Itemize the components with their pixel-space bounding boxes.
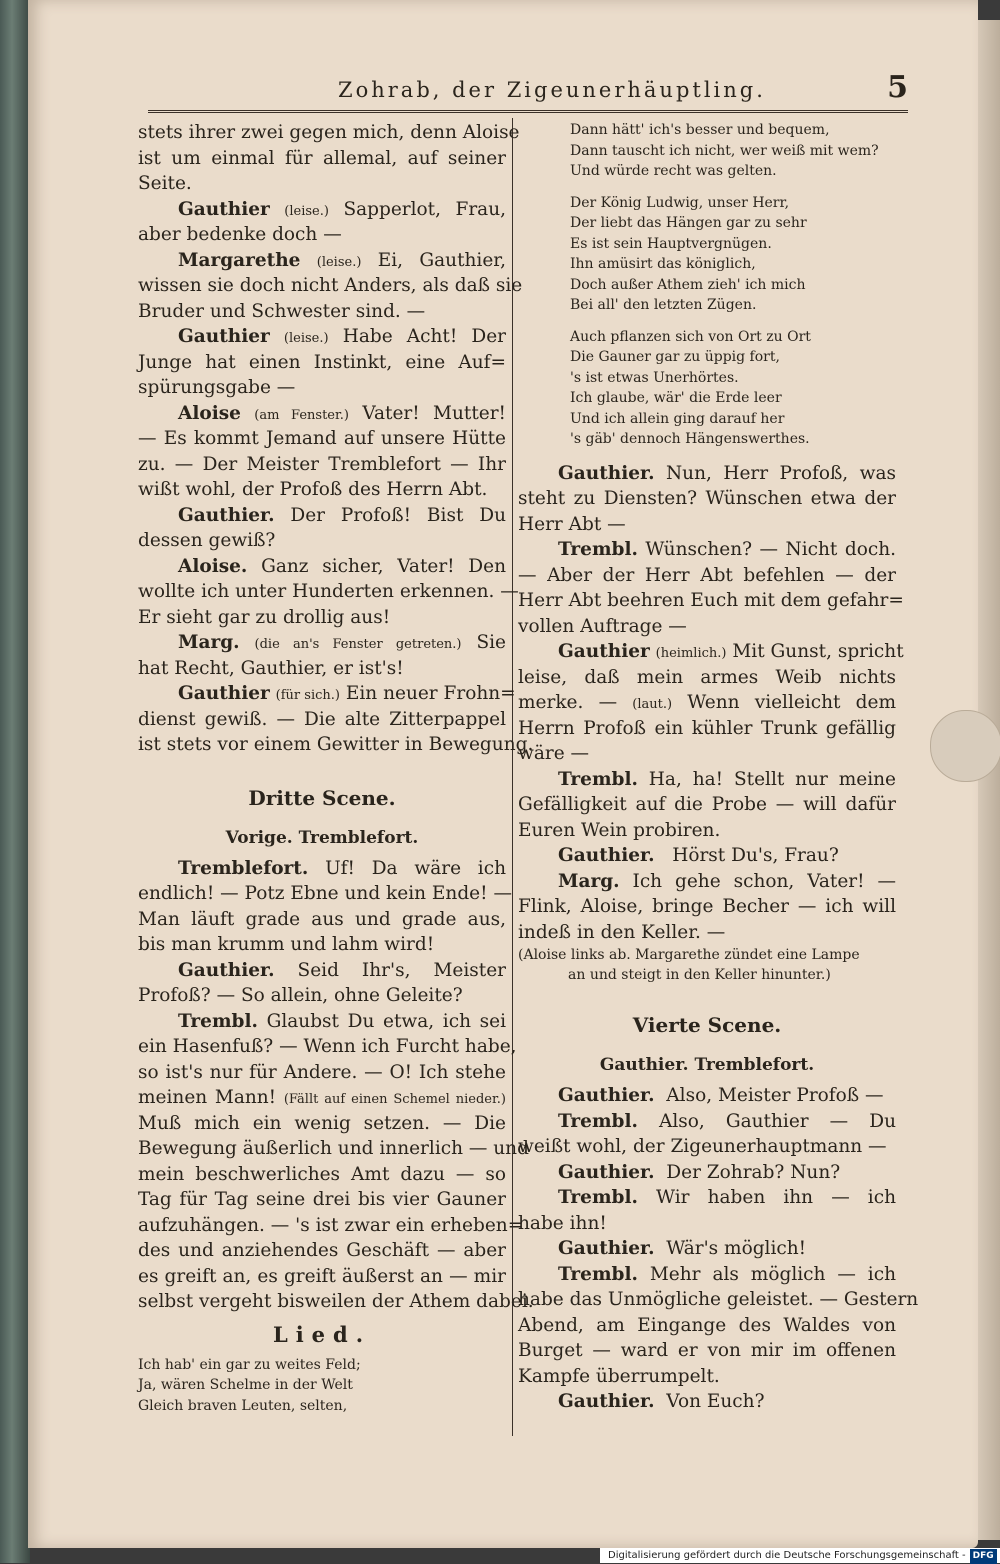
footer-text: Digitalisierung gefördert durch die Deutsche Forschungsgemeinschaft - [608, 1550, 966, 1561]
stage-direction-line: (Aloise links ab. Margarethe zündet eine Lampe [518, 947, 860, 963]
verse-line: Ich glaube, wär' die Erde leer [570, 390, 782, 406]
text-line: steht zu Diensten? Wünschen etwa der [518, 488, 896, 509]
verse-line: Es ist sein Hauptvergnügen. [570, 235, 772, 252]
speech-line [518, 1236, 896, 1262]
speaker-name: Marg. [558, 870, 620, 892]
verse-line: Gleich braven Leuten, selten, [138, 1397, 348, 1414]
speech-line [138, 554, 506, 580]
speaker-name: Gauthier. [558, 845, 655, 866]
speech-line [518, 537, 896, 563]
text-line: Gefälligkeit auf die Probe — will dafür [518, 794, 896, 815]
speech-line [138, 324, 506, 350]
text-line: Junge hat einen Instinkt, eine Auf= [138, 351, 506, 373]
text-line: Abend, am Eingange des Waldes von [518, 1314, 896, 1336]
text-line: des und anziehendes Geschäft — aber [138, 1240, 506, 1261]
text-line: selbst vergeht bisweilen der Athem dabei. [138, 1291, 534, 1312]
speech-text: Hörst Du's, Frau? [672, 845, 839, 866]
speech-line [518, 690, 896, 716]
text-line: zu. — Der Meister Tremblefort — Ihr [138, 453, 506, 475]
text-line: Bruder und Schwester sind. — [138, 300, 426, 322]
speech-text: Der Zohrab? Nun? [666, 1161, 841, 1183]
stage-direction: (laut.) [632, 697, 673, 712]
speech-line [138, 401, 506, 427]
speaker-name: Gauthier [178, 326, 270, 347]
speech-line [518, 1262, 896, 1288]
speech-line [138, 1085, 506, 1111]
text-line: vollen Auftrage — [518, 615, 687, 637]
speech-line [518, 639, 904, 665]
text-line: ist um einmal für allemal, auf seiner [138, 147, 506, 169]
speech-text: Also, Meister Profoß — [666, 1085, 884, 1106]
speech-text: Vater! Mutter! [362, 402, 506, 424]
speech-text: Ei, Gauthier, [377, 249, 506, 271]
speech-line [518, 1083, 896, 1109]
speaker-name: Gauthier. [558, 1085, 655, 1106]
text-line: leise, daß mein armes Weib nichts [518, 666, 896, 688]
verse-line: Bei all' den letzten Zügen. [570, 297, 757, 313]
text-line: — Aber der Herr Abt befehlen — der [518, 564, 896, 586]
speech-text: Habe Acht! Der [342, 326, 506, 347]
text-line: Seite. [138, 173, 192, 194]
speaker-name: Gauthier [178, 198, 270, 220]
speaker-name: Gauthier. [178, 959, 275, 981]
speech-text: Sapperlot, Frau, [343, 198, 506, 220]
speech-line [518, 869, 896, 895]
text-line: Er sieht gar zu drollig aus! [138, 606, 391, 628]
scene-persons: Gauthier. Tremblefort. [599, 1055, 815, 1075]
speaker-name: Margarethe [178, 249, 301, 271]
stage-direction: (leise.) [284, 203, 329, 219]
text-line: Tag für Tag seine drei bis vier Gauner [138, 1189, 506, 1210]
text-line: spürungsgabe — [138, 377, 296, 398]
verse-line: Ihn amüsirt das königlich, [570, 256, 756, 272]
speaker-name: Trembl. [558, 1263, 638, 1285]
verse-line: 's ist etwas Unerhörtes. [570, 369, 739, 386]
text-line: Man läuft grade aus und grade aus, [138, 908, 506, 930]
speech-text: Ha, ha! Stellt nur meine [648, 768, 896, 790]
column-divider [512, 118, 513, 1436]
speaker-name: Gauthier. [558, 1391, 655, 1412]
speaker-name: Trembl. [558, 768, 638, 790]
scene-persons: Vorige. Tremblefort. [225, 827, 419, 848]
bookmark-tab [930, 710, 1000, 782]
stage-direction: (leise.) [316, 254, 362, 270]
text-line: wissen sie doch nicht Anders, als daß sie [138, 275, 523, 296]
text-line: indeß in den Keller. — [518, 921, 726, 943]
stage-direction: (leise.) [283, 331, 329, 346]
speech-line [138, 958, 506, 984]
text-line: wollte ich unter Hunderten erkennen. — [138, 581, 519, 602]
left-column [138, 120, 534, 1416]
text-line: so ist's nur für Andere. — O! Ich stehe [138, 1061, 506, 1083]
text-line: habe das Unmögliche geleistet. — Gestern [518, 1289, 919, 1310]
speech-line [518, 1185, 896, 1211]
speech-text: Mit Gunst, spricht [732, 641, 904, 662]
digitization-footer [600, 1548, 1000, 1563]
text-line: Herr Abt beehren Euch mit dem gefahr= [518, 590, 904, 611]
speech-line [138, 248, 506, 274]
stage-direction: (Fällt auf einen Schemel nieder.) [283, 1092, 506, 1107]
book-spine [0, 0, 30, 1563]
text-line: Flink, Aloise, bringe Becher — ich will [518, 896, 896, 917]
verse-line: Der liebt das Hängen gar zu sehr [570, 215, 807, 231]
speech-line [138, 681, 516, 707]
scene-heading: Dritte Scene. [248, 785, 396, 810]
text-line: aufzuhängen. — 's ist zwar ein erheben= [138, 1214, 524, 1236]
verse-line: Dann hätt' ich's besser und bequem, [570, 122, 830, 138]
speech-line [138, 630, 506, 656]
speech-line [138, 856, 506, 882]
text-line: ein Hasenfuß? — Wenn ich Furcht habe, [138, 1036, 517, 1057]
text-line: Burget — ward er von mir im offenen [518, 1340, 896, 1361]
speaker-name: Gauthier. [558, 1238, 655, 1259]
speech-text: merke. — [518, 692, 618, 713]
page-edge [975, 20, 1000, 1540]
running-title: Zohrab, der Zigeunerhäuptling. [338, 78, 766, 102]
text-line: es greift an, es greift äußerst an — mir [138, 1265, 506, 1287]
text-line: — Es kommt Jemand auf unsere Hütte [138, 428, 506, 449]
stage-direction-line: an und steigt in den Keller hinunter.) [568, 967, 831, 983]
speaker-name: Aloise. [178, 555, 248, 577]
page-header [148, 70, 908, 112]
text-line: weißt wohl, der Zigeunerhauptmann — [518, 1136, 887, 1157]
text-line: habe ihn! [518, 1212, 607, 1234]
stage-direction: (am Fenster.) [254, 407, 349, 423]
speech-text: Ganz sicher, Vater! Den [261, 555, 506, 577]
speech-text: Ein neuer Frohn= [345, 683, 516, 704]
speech-text: Glaubst Du etwa, ich sei [266, 1010, 506, 1032]
speech-text: Uf! Da wäre ich [325, 857, 506, 879]
song-heading: Lied. [272, 1321, 372, 1347]
text-line: mein beschwerliches Amt dazu — so [138, 1163, 506, 1185]
text-line: aber bedenke doch — [138, 224, 342, 245]
text-line: wäre — [518, 743, 590, 764]
speech-line [518, 461, 896, 487]
scene-heading: Vierte Scene. [632, 1013, 782, 1037]
speaker-name: Aloise [178, 402, 241, 424]
speech-text: Mehr als möglich — ich [649, 1263, 896, 1285]
speech-text: Ich gehe schon, Vater! — [632, 870, 896, 892]
stage-direction: (für sich.) [275, 688, 340, 703]
text-line: Herr Abt — [518, 513, 626, 535]
speech-text: Wünschen? — Nicht doch. [645, 539, 896, 560]
verse-line: Und würde recht was gelten. [570, 163, 777, 179]
text-line: dessen gewiß? [138, 530, 276, 551]
text-line: bis man krumm und lahm wird! [138, 934, 435, 955]
speech-text: Von Euch? [666, 1391, 765, 1412]
stage-direction: (heimlich.) [655, 646, 727, 661]
verse-line: Der König Ludwig, unser Herr, [570, 194, 790, 211]
verse-line: Die Gauner gar zu üppig fort, [570, 349, 780, 365]
verse-line: Ich hab' ein gar zu weites Feld; [138, 1356, 361, 1373]
speech-line [138, 1009, 506, 1035]
speech-text: Seid Ihr's, Meister [297, 959, 506, 981]
speech-text: Wir haben ihn — ich [656, 1187, 896, 1208]
text-line: hat Recht, Gauthier, er ist's! [138, 657, 404, 679]
speaker-name: Gauthier. [558, 1161, 655, 1183]
speech-text: Wenn vielleicht dem [687, 692, 896, 713]
text-line: dienst gewiß. — Die alte Zitterpappel [138, 708, 506, 730]
text-line: Herrn Profoß ein kühler Trunk gefällig [518, 717, 896, 739]
speech-line [138, 197, 506, 223]
speaker-name: Gauthier. [178, 504, 275, 526]
speech-text: Sie [476, 632, 506, 653]
stage-direction: (die an's Fenster getreten.) [254, 637, 462, 652]
text-line: Muß mich ein wenig setzen. — Die [138, 1112, 506, 1134]
verse-line: Auch pflanzen sich von Ort zu Ort [570, 328, 811, 345]
speech-text: Wär's möglich! [666, 1238, 807, 1259]
speaker-name: Trembl. [178, 1010, 258, 1032]
speaker-name: Gauthier. [558, 462, 655, 484]
verse-line: Doch außer Athem zieh' ich mich [570, 276, 806, 293]
speaker-name: Tremblefort. [178, 857, 309, 879]
speech-line [518, 1109, 896, 1135]
speech-line [138, 503, 506, 529]
text-line: ist stets vor einem Gewitter in Bewegung. [138, 734, 534, 755]
text-line: Profoß? — So allein, ohne Geleite? [138, 985, 463, 1006]
speaker-name: Trembl. [558, 1110, 638, 1132]
text-line: Bewegung äußerlich und innerlich — und [138, 1138, 529, 1159]
verse-line: Und ich allein ging darauf her [570, 410, 785, 427]
header-rule [148, 110, 908, 113]
speech-text: meinen Mann! [138, 1087, 277, 1108]
speech-text: Nun, Herr Profoß, was [665, 462, 896, 484]
speech-line [518, 767, 896, 793]
text-line: Kampfe überrumpelt. [518, 1365, 720, 1387]
speech-text: Der Profoß! Bist Du [290, 504, 506, 526]
right-column [518, 120, 919, 1415]
text-line: stets ihrer zwei gegen mich, denn Aloise [138, 122, 520, 143]
text-line: Euren Wein probiren. [518, 819, 721, 841]
text-line: endlich! — Potz Ebne und kein Ende! — [138, 883, 512, 904]
speaker-name: Marg. [178, 632, 240, 653]
page-number: 5 [887, 70, 908, 105]
speaker-name: Gauthier [178, 683, 270, 704]
speaker-name: Gauthier [558, 641, 650, 662]
verse-line: 's gäb' dennoch Hängenswerthes. [570, 431, 810, 447]
dfg-logo: DFG [970, 1549, 997, 1564]
verse-line: Dann tauscht ich nicht, wer weiß mit wem? [570, 142, 879, 159]
verse-line: Ja, wären Schelme in der Welt [138, 1377, 353, 1393]
speech-line [518, 1160, 896, 1186]
speaker-name: Trembl. [558, 539, 638, 560]
speech-line [518, 1389, 896, 1415]
speaker-name: Trembl. [558, 1187, 638, 1208]
speech-text: Also, Gauthier — Du [658, 1110, 896, 1132]
speech-line [518, 843, 896, 869]
text-line: wißt wohl, der Profoß des Herrn Abt. [138, 479, 488, 500]
